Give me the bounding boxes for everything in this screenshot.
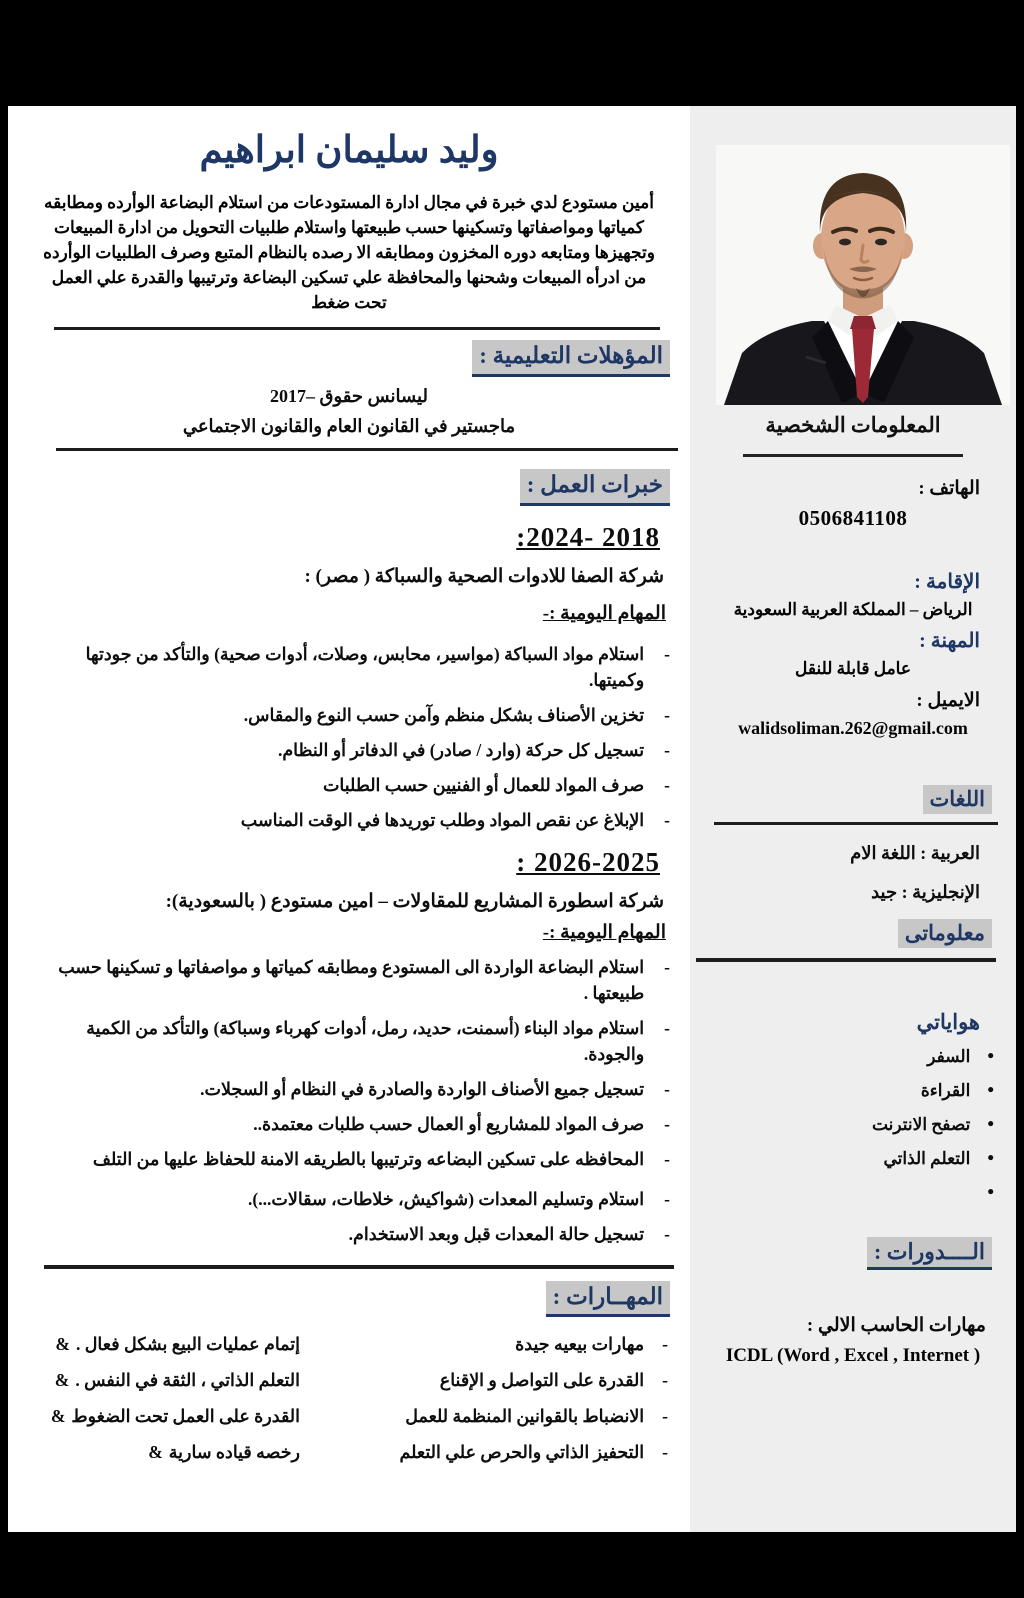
hobby-text: تصفح الانترنت — [871, 1115, 971, 1134]
task-item — [38, 807, 670, 833]
ampersand-marker: & — [54, 1370, 70, 1391]
bullet-marker: • — [987, 1182, 994, 1203]
email-value: walidsoliman.262@gmail.com — [738, 718, 968, 738]
cv-page — [8, 106, 1016, 1532]
task-item — [38, 1076, 670, 1102]
skill-item — [330, 1439, 690, 1465]
daily-tasks-title: المهام اليومية :- — [542, 921, 666, 943]
languages-title: اللغات — [923, 785, 992, 814]
divider — [714, 822, 998, 825]
courses-section-header — [690, 1237, 992, 1270]
education-item: ماجستير في القانون العام والقانون الاجتماعي — [182, 415, 516, 436]
education-title: المؤهلات التعليمية : — [472, 340, 670, 377]
task-text: صرف المواد للمشاريع أو العمال حسب طلبات معتمدة.. — [253, 1113, 645, 1134]
hobby-item — [690, 1146, 994, 1171]
task-item — [38, 1221, 670, 1247]
task-text: تسجيل كل حركة (وارد / صادر) في الدفاتر أو النظام. — [277, 739, 645, 760]
hobby-text: السفر — [927, 1047, 971, 1066]
sidebar — [690, 106, 1016, 1532]
hobbies-title: هواياتي — [916, 1010, 980, 1034]
skill-text: إتمام عمليات البيع بشكل فعال . — [75, 1334, 300, 1355]
hobby-item — [690, 1078, 994, 1103]
hobby-item — [690, 1180, 994, 1205]
job-company: شركة اسطورة المشاريع للمقاولات – امين مستودع ( بالسعودية): — [165, 890, 664, 912]
residence-label: الإقامة : — [914, 571, 980, 593]
experience-section-header — [8, 469, 670, 506]
skills-title: المهــارات : — [546, 1281, 670, 1318]
skill-text: التعلم الذاتي ، الثقة في النفس . — [75, 1370, 300, 1391]
ampersand-marker: & — [50, 1406, 66, 1427]
dash-marker: - — [664, 643, 670, 664]
skill-text: الانضباط بالقوانين المنظمة للعمل — [405, 1406, 645, 1427]
task-item — [38, 641, 670, 693]
skills-list — [8, 1331, 690, 1465]
skill-text: القدرة على العمل تحت الضغوط — [71, 1406, 300, 1427]
dash-marker: - — [664, 809, 670, 830]
bullet-marker: • — [987, 1148, 994, 1169]
job-period: : 2026-2025 — [516, 846, 660, 877]
task-item — [38, 772, 670, 798]
skill-text: رخصه قياده سارية — [168, 1442, 300, 1463]
skill-item — [36, 1439, 300, 1465]
languages-section-header — [690, 785, 992, 814]
courses-title: الــــدورات : — [867, 1237, 992, 1270]
task-text: المحافظه على تسكين البضاعه وترتيبها بالطريقه الامنة للحفاظ عليها من التلف — [92, 1148, 645, 1169]
hobby-text: التعلم الذاتي — [883, 1149, 971, 1168]
dash-marker: - — [662, 1406, 668, 1427]
skill-row — [8, 1367, 690, 1393]
task-text: تسجيل حالة المعدات قبل وبعد الاستخدام. — [348, 1223, 645, 1244]
dash-marker: - — [664, 1148, 670, 1169]
main-column — [8, 106, 690, 1532]
hobby-text: القراءة — [920, 1081, 971, 1100]
skill-item — [330, 1403, 690, 1429]
ampersand-marker: & — [148, 1442, 163, 1463]
skill-item — [36, 1403, 300, 1429]
task-text: تسجيل جميع الأصناف الواردة والصادرة في النظام أو السجلات. — [200, 1078, 645, 1099]
divider — [696, 958, 996, 962]
divider — [44, 1265, 674, 1269]
skill-row — [8, 1331, 690, 1357]
skill-item — [36, 1331, 300, 1357]
task-item — [38, 1146, 670, 1172]
daily-tasks-title: المهام اليومية :- — [542, 602, 666, 624]
bullet-marker: • — [987, 1114, 994, 1135]
skill-item — [36, 1367, 300, 1393]
task-text: استلام وتسليم المعدات (شواكيش، خلاطات، سقالات...). — [248, 1188, 645, 1209]
residence-value: الرياض – المملكة العربية السعودية — [733, 600, 973, 619]
phone-label: الهاتف : — [918, 478, 980, 499]
bullet-marker: • — [987, 1046, 994, 1067]
computer-skills-value: ICDL (Word , Excel , Internet ) — [725, 1345, 981, 1366]
skill-text: القدرة على التواصل و الإقناع — [439, 1370, 645, 1391]
personal-info-caption: المعلومات الشخصية — [765, 413, 941, 437]
dash-marker: - — [664, 704, 670, 725]
task-text: تخزين الأصناف بشكل منظم وآمن حسب النوع والمقاس. — [243, 704, 645, 725]
task-item — [38, 1111, 670, 1137]
task-item — [38, 1015, 670, 1067]
divider — [54, 327, 660, 330]
skill-text: التحفيز الذاتي والحرص علي التعلم — [399, 1442, 645, 1463]
dash-marker: - — [662, 1442, 668, 1463]
skills-section-header — [8, 1281, 670, 1318]
dash-marker: - — [664, 1188, 670, 1209]
skill-item — [330, 1367, 690, 1393]
dash-marker: - — [664, 1078, 670, 1099]
profile-summary: أمين مستودع لدي خبرة في مجال ادارة المستودعات من استلام البضاعة الوأرده ومطابقه كمياتها ومواصفاتها وتسكينها حسب طبيعتها واستلام طلبيات التحويل من ادارة المبيعات وتجهيزها ومتابعه دوره المخزون ومطابقه الا رصده بالنظام المتبع وصرف الطلبيات الوأرده من ادرأه المبيعات وشحنها والمحافظة علي تسكين البضاعة وترتيبها والقدرة علي العمل تحت ضغط — [43, 193, 655, 312]
info-section-header — [690, 919, 992, 948]
task-text: استلام البضاعة الواردة الى المستودع ومطابقه كمياتها و مواصفاتها و تسكينها حسب طبيعتها . — [58, 956, 645, 1003]
occupation-label: المهنة : — [919, 630, 980, 652]
job-period: :2024- 2018 — [516, 521, 660, 552]
task-item — [38, 1186, 670, 1212]
dash-marker: - — [662, 1334, 668, 1355]
job-company: شركة الصفا للادوات الصحية والسباكة ( مصر) : — [304, 565, 664, 587]
task-item — [38, 954, 670, 1006]
task-text: استلام مواد السباكة (مواسير، محابس، وصلات، أدوات صحية) والتأكد من جودتها وكميتها. — [85, 643, 645, 690]
experience-title: خبرات العمل : — [520, 469, 670, 506]
computer-skills-label: مهارات الحاسب الالي : — [806, 1315, 986, 1336]
dash-marker: - — [664, 1017, 670, 1038]
skill-text: مهارات بيعيه جيدة — [515, 1334, 645, 1355]
education-section-header — [8, 340, 670, 377]
task-item — [38, 737, 670, 763]
language-item: الإنجليزية : جيد — [871, 882, 980, 902]
education-item: ليسانس حقوق –2017 — [270, 385, 428, 406]
divider — [56, 448, 678, 451]
bullet-marker: • — [987, 1080, 994, 1101]
hobby-item — [690, 1112, 994, 1137]
dash-marker: - — [662, 1370, 668, 1391]
dash-marker: - — [664, 956, 670, 977]
dash-marker: - — [664, 1113, 670, 1134]
divider — [743, 454, 963, 457]
profile-photo — [716, 145, 1010, 405]
dash-marker: - — [664, 774, 670, 795]
ampersand-marker: & — [55, 1334, 70, 1355]
dash-marker: - — [664, 739, 670, 760]
task-text: الإبلاغ عن نقص المواد وطلب توريدها في الوقت المناسب — [240, 809, 645, 830]
dash-marker: - — [664, 1223, 670, 1244]
task-item — [38, 702, 670, 728]
skill-item — [330, 1331, 690, 1357]
task-text: استلام مواد البناء (أسمنت، حديد، رمل، أدوات كهرباء وسباكة) والتأكد من الكمية والجودة. — [86, 1017, 645, 1064]
info-title: معلوماتى — [898, 919, 992, 948]
candidate-name: وليد سليمان ابراهيم — [199, 130, 499, 171]
occupation-value: عامل قابلة للنقل — [795, 659, 911, 678]
hobby-item — [690, 1044, 994, 1069]
phone-value: 0506841108 — [798, 506, 908, 530]
skill-row — [8, 1439, 690, 1465]
language-item: العربية : اللغة الام — [850, 843, 980, 863]
task-text: صرف المواد للعمال أو الفنيين حسب الطلبات — [322, 774, 645, 795]
email-label: الايميل : — [916, 690, 980, 711]
skill-row — [8, 1403, 690, 1429]
